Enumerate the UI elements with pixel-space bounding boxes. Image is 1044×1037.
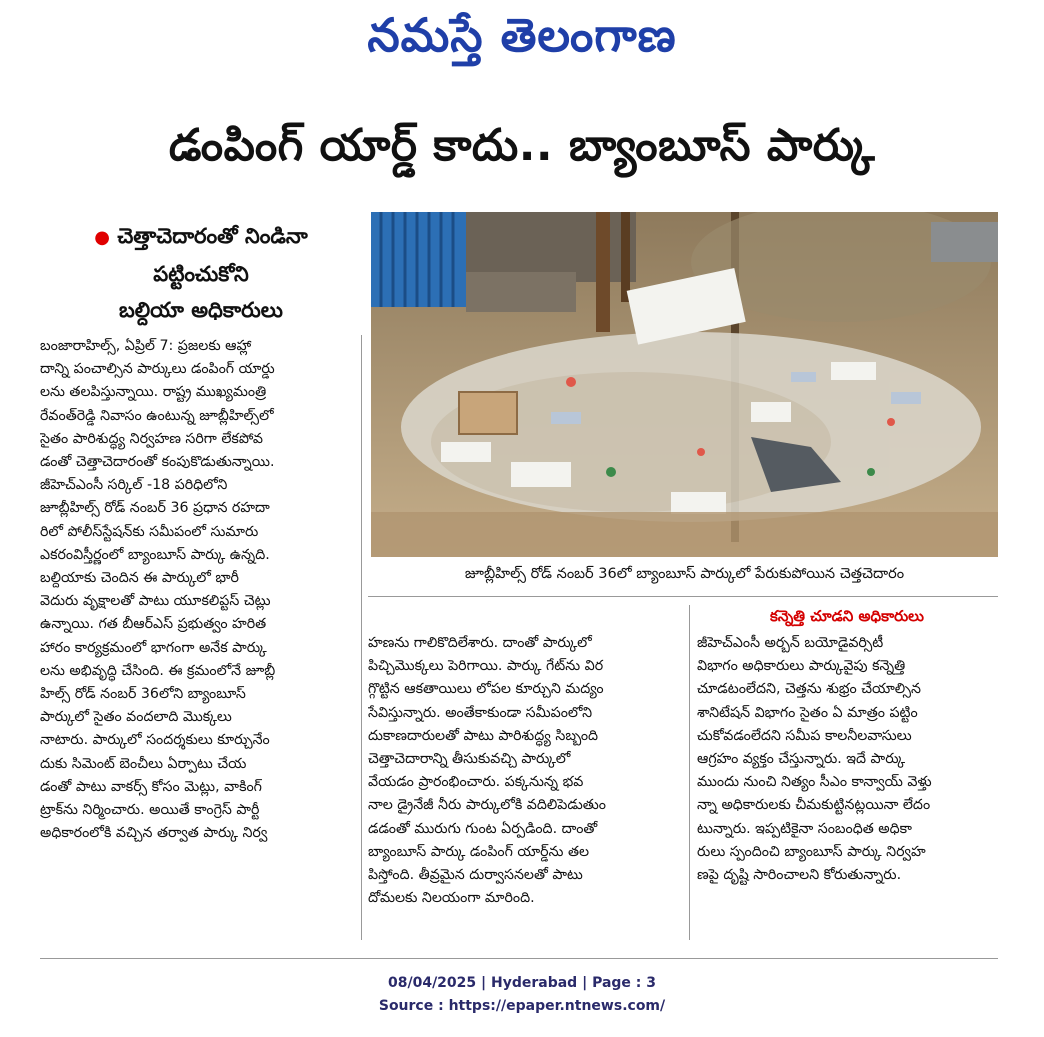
article-line: సేవిస్తున్నారు. అంతేకాకుండా సమీపంలోని bbox=[368, 704, 593, 721]
headline: డంపింగ్ యార్డ్ కాదు.. బ్యాంబూస్ పార్కు bbox=[168, 120, 876, 171]
column-divider bbox=[689, 605, 690, 940]
article-line: నాల డ్రైనేజీ నీరు పార్కులోకి వదిలిపెడుతుం bbox=[368, 797, 606, 814]
article-line: చెత్తాచెదారాన్ని తీసుకువచ్చి పార్కులో bbox=[368, 751, 571, 768]
article-line: దోమలకు నిలయంగా మారింది. bbox=[368, 890, 535, 907]
footer-dateline: 08/04/2025 | Hyderabad | Page : 3 bbox=[387, 975, 657, 991]
article-line: జీహెచ్‌ఎంసీ అర్బన్ బయోడైవర్సిటీ bbox=[697, 635, 884, 651]
photo-caption: జూబ్లీహిల్స్ రోడ్ నంబర్ 36లో బ్యాంబూస్ పార్కులో పేరుకుపోయిన చెత్తచెదారం bbox=[464, 566, 905, 582]
bullet-icon: ● bbox=[94, 227, 111, 248]
article-line: ణపై దృష్టి సారించాలని కోరుతున్నారు. bbox=[697, 867, 902, 884]
column-divider bbox=[361, 335, 362, 940]
article-line: దుకాణదారులతో పాటు పారిశుద్ధ్య సిబ్బంది bbox=[368, 727, 599, 744]
article-line: న్నా అధికారులకు చీమకుట్టినట్లయినా లేదం bbox=[697, 797, 931, 814]
article-line: టున్నారు. ఇప్పటికైనా సంబంధిత అధికా bbox=[697, 820, 912, 837]
article-line: గ్గొట్టిన ఆకతాయిలు లోపల కూర్చుని మద్యం bbox=[368, 681, 604, 698]
article-line: ఉన్నాయి. గత బీఆర్‌ఎస్ ప్రభుత్వం హరిత bbox=[40, 616, 267, 633]
article-line: రిలో పోలీస్‌స్టేషన్‌కు సమీపంలో సుమారు bbox=[40, 523, 259, 540]
kicker bbox=[40, 218, 362, 328]
article-line: హిల్స్ రోడ్ నంబర్ 36లోని బ్యాంబూస్ bbox=[40, 686, 246, 703]
article-line: దుకు సిమెంట్ బెంచీలు ఏర్పాటు చేయ bbox=[40, 755, 247, 772]
article-line: ట్రాక్‌ను నిర్మించారు. అయితే కాంగ్రెస్ పార్టీ bbox=[40, 802, 260, 819]
article-line: ముందు నుంచి నిత్యం సీఎం కాన్వాయ్ వెళ్తు bbox=[697, 774, 932, 791]
footer-divider bbox=[40, 958, 998, 959]
article-line: చుకోవడంలేదని సమీప కాలనీలవాసులు bbox=[697, 727, 912, 744]
kicker-line-1: చెత్తాచెదారంతో నిండినా bbox=[117, 224, 308, 248]
article-line: వెదురు వృక్షాలతో పాటు యూకలిప్టస్ చెట్లు bbox=[40, 593, 271, 610]
article-line: హణను గాలికొదిలేశారు. దాంతో పార్కులో bbox=[368, 635, 592, 651]
article-line: జూబ్లీహిల్స్ రోడ్ నంబర్ 36 ప్రధాన రహదా bbox=[40, 500, 270, 517]
article-line: లను అభివృద్ధి చేసింది. ఈ క్రమంలోనే జూబ్లీ bbox=[40, 662, 276, 679]
article-line: అధికారంలోకి వచ్చిన తర్వాత పార్కు నిర్వ bbox=[40, 825, 268, 842]
article-line: రులు స్పందించి బ్యాంబూస్ పార్కు నిర్వహ bbox=[697, 843, 926, 860]
article-line: చూడటంలేదని, చెత్తను శుభ్రం చేయాల్సిన bbox=[697, 681, 921, 698]
article-photo bbox=[371, 212, 998, 557]
article-line: విభాగం అధికారులు పార్కువైపు కన్నెత్తి bbox=[697, 658, 906, 675]
article-line: ఎకరంవిస్తీర్ణంలో బ్యాంబూస్ పార్కు ఉన్నది. bbox=[40, 546, 270, 563]
article-line: డంతో చెత్తాచెదారంతో కంపుకొడుతున్నాయి. bbox=[40, 454, 275, 471]
caption-divider bbox=[368, 596, 998, 597]
article-line: పార్కులో సైతం వందలాది మొక్కలు bbox=[40, 709, 232, 726]
article-column-3 bbox=[697, 632, 997, 887]
article-line: శానిటేషన్ విభాగం సైతం ఏ మాత్రం పట్టిం bbox=[697, 704, 918, 721]
article-line: నాటారు. పార్కులో సందర్శకులు కూర్చునేం bbox=[40, 732, 270, 749]
article-line: ఆగ్రహం వ్యక్తం చేస్తున్నారు. ఇదే పార్కు bbox=[697, 751, 906, 768]
article-line: రేవంత్‌రెడ్డి నివాసం ఉంటున్న జూబ్లీహిల్స్‌లో bbox=[40, 407, 274, 424]
article-line: వేయడం ప్రారంభించారు. పక్కనున్న భవ bbox=[368, 774, 584, 791]
kicker-line-3: బల్దియా అధికారులు bbox=[119, 298, 283, 322]
article-line: హారం కార్యక్రమంలో భాగంగా అనేక పార్కు bbox=[40, 639, 267, 656]
article-line: పిస్తోంది. తీవ్రమైన దుర్వాసనలతో పాటు bbox=[368, 867, 583, 884]
masthead: నమస్తే తెలంగాణ bbox=[367, 8, 677, 62]
article-line: జీహెచ్‌ఎంసీ సర్కిల్ -18 పరిధిలోని bbox=[40, 477, 228, 494]
kicker-line-2: పట్టించుకోని bbox=[153, 262, 249, 286]
garbage-park-photo bbox=[371, 212, 998, 557]
article-line: బల్దియాకు చెందిన ఈ పార్కులో భారీ bbox=[40, 570, 239, 587]
article-column-2 bbox=[368, 632, 681, 910]
footer-source: Source : https://epaper.ntnews.com/ bbox=[378, 998, 666, 1014]
article-line: పిచ్చిమొక్కలు పెరిగాయి. పార్కు గేట్‌ను విర bbox=[368, 658, 604, 675]
article-column-1 bbox=[40, 335, 353, 845]
article-line: లను తలపిస్తున్నాయి. రాష్ట్ర ముఖ్యమంత్రి bbox=[40, 384, 267, 401]
article-line: సైతం పారిశుద్ధ్య నిర్వహణ సరిగా లేకపోవ bbox=[40, 430, 263, 447]
article-line: బంజారాహిల్స్, ఏప్రిల్ 7: ప్రజలకు ఆహ్లా bbox=[40, 338, 252, 354]
subheading: కన్నెత్తి చూడని అధికారులు bbox=[769, 607, 924, 625]
article-line: బ్యాంబూస్ పార్కు డంపింగ్ యార్డ్‌ను తల bbox=[368, 843, 590, 860]
article-line: దాన్ని పంచాల్సిన పార్కులు డంపింగ్ యార్డు bbox=[40, 361, 275, 378]
article-line: డడంతో మురుగు గుంట ఏర్పడింది. దాంతో bbox=[368, 820, 598, 837]
article-line: డంతో పాటు వాకర్స్ కోసం మెట్లు, వాకింగ్ bbox=[40, 778, 262, 795]
